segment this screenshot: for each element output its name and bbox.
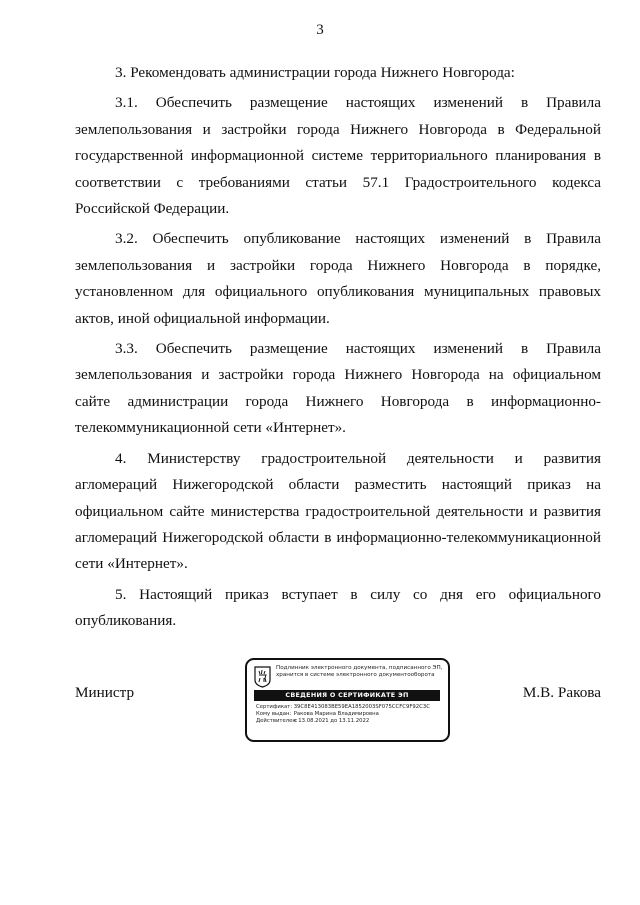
electronic-signature-stamp (245, 658, 450, 742)
paragraph-3-1: 3.1. Обеспечить размещение настоящих изменений в Правила землепользования и застройки города Нижнего Новгорода в Федеральной государственной информационной системе территориального планирования в соответствии с требованиями статьи 57.1 Градостроительного кодекса Российской Федерации. (75, 94, 601, 218)
stamp-header-line: Подлинник электронного документа, подписанного ЭП, (276, 665, 443, 671)
issued-to-label: Кому выдан: (256, 711, 292, 718)
validity-label: Действителен: (256, 718, 298, 725)
signature-block (75, 658, 601, 748)
paragraph-5: 5. Настоящий приказ вступает в силу со дня его официального опубликования. (75, 585, 601, 630)
paragraph-3-3: 3.3. Обеспечить размещение настоящих изменений в Правила землепользования и застройки города Нижнего Новгорода на официальном сайте администрации города Нижнего Новгорода в информационно-телекоммуникационной сети «Интернет». (75, 340, 601, 437)
stamp-banner: СВЕДЕНИЯ О СЕРТИФИКАТЕ ЭП (254, 690, 440, 701)
issued-to-value: Ракова Марина Владимировна (293, 711, 379, 718)
certificate-row (256, 704, 446, 711)
stamp-details (256, 704, 446, 726)
paragraph-3: 3. Рекомендовать администрации города Нижнего Новгорода: (115, 64, 515, 81)
signer-name: М.В. Ракова (522, 684, 601, 701)
stamp-header (276, 665, 446, 680)
certificate-label: Сертификат: (256, 704, 293, 710)
signer-position: Министр (75, 684, 135, 701)
page-number: 3 (316, 22, 324, 38)
validity-row (256, 718, 446, 725)
validity-value: с 13.08.2021 до 13.11.2022 (293, 718, 370, 725)
paragraph-4: 4. Министерству градостроительной деятельности и развития агломераций Нижегородской области разместить настоящий приказ на официальном сайте министерства градостроительной деятельности и развития агломераций Нижегородской области в информационно-телекоммуникационной сети «Интернет». (75, 449, 601, 573)
paragraph-3-2: 3.2. Обеспечить опубликование настоящих изменений в Правила землепользования и застройки города Нижнего Новгорода в порядке, установленном для официального опубликования муниципальных правовых актов, иной официальной информации. (75, 230, 601, 327)
deer-emblem-icon (254, 666, 271, 688)
stamp-header-line: хранится в системе электронного документооборота (276, 672, 435, 679)
document-body (75, 60, 601, 639)
certificate-value: 39C8E413083BE59EA1852003SF075CCFC9F92C3C (293, 704, 430, 710)
